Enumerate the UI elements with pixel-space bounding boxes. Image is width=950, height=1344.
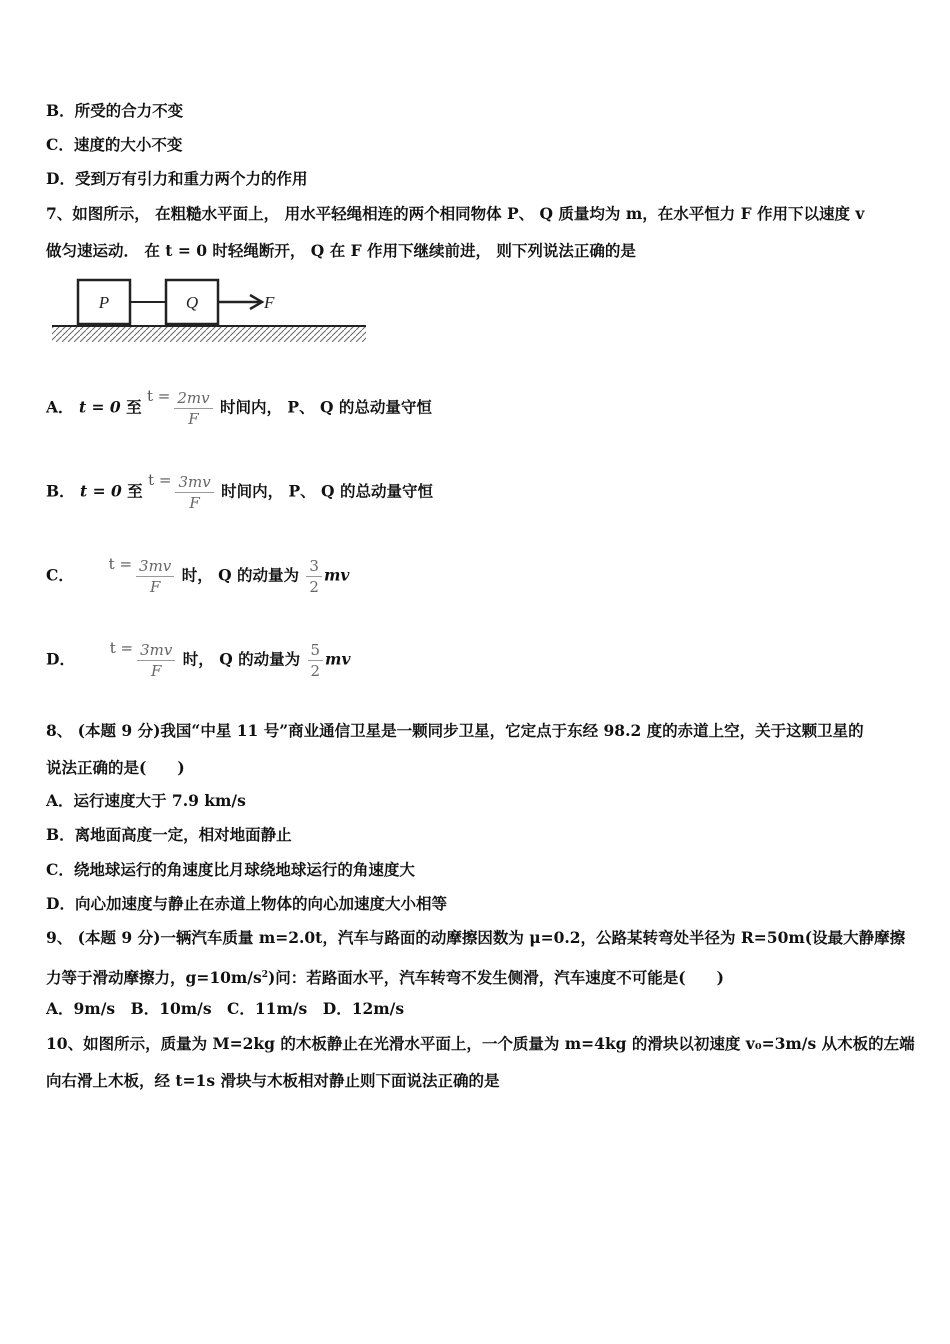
numerator: 3mv — [136, 556, 174, 577]
numerator: 5 — [308, 640, 324, 661]
q6-option-b: B．所受的合力不变 — [46, 101, 184, 120]
q6-option-c: C．速度的大小不变 — [46, 135, 183, 154]
fraction — [175, 472, 213, 513]
numerator: 3mv — [137, 640, 175, 661]
q9-line2-a: 力等于滑动摩擦力，g=10m/s — [46, 968, 262, 988]
option-prefix: C． — [46, 565, 74, 585]
block-q-label: Q — [185, 293, 199, 312]
q7-option-d — [46, 640, 350, 681]
q10-stem-line2: 向右滑上木板，经 t=1s 滑块与木板相对静止则下面说法正确的是 — [46, 1071, 500, 1090]
q8-option-a: A．运行速度大于 7.9 km/s — [46, 791, 246, 810]
fraction — [136, 556, 174, 597]
denominator: F — [188, 410, 199, 428]
zhi: 至 — [127, 481, 143, 501]
t-var: t = — [108, 554, 133, 573]
numerator: 3 — [306, 556, 322, 577]
t-zero: t = 0 — [78, 397, 121, 417]
q7-figure — [50, 270, 370, 352]
t-var: t = — [147, 386, 171, 405]
option-suffix: 时间内， P、 Q 的总动量守恒 — [220, 397, 432, 417]
denominator: 2 — [309, 578, 319, 596]
q9-line2-b: )问：若路面水平，汽车转弯不发生侧滑，汽车速度不可能是( ) — [267, 968, 724, 988]
q7-stem-line2: 做匀速运动． 在 t = 0 时轻绳断开， Q 在 F 作用下继续前进， 则下列说法正确的是 — [46, 241, 636, 260]
unit: mv — [323, 565, 350, 585]
q9-options: A．9m/s B．10m/s C．11m/s D．12m/s — [46, 999, 405, 1018]
block-p-label: P — [98, 293, 110, 312]
q9-superscript: 2 — [261, 970, 268, 980]
denominator: F — [151, 662, 162, 680]
fraction — [137, 640, 175, 681]
q9-stem-line1: 9、 (本题 9 分)一辆汽车质量 m=2.0t，汽车与路面的动摩擦因数为 μ=0.2，公路某转弯处半径为 R=50m(设最大静摩擦 — [46, 928, 906, 947]
q7-stem-line1: 7、如图所示， 在粗糙水平面上， 用水平轻绳相连的两个相同物体 P、 Q 质量均为 m，在水平恒力 F 作用下以速度 v — [46, 204, 865, 223]
numerator: 3mv — [175, 472, 213, 493]
option-mid: 时， Q 的动量为 — [182, 649, 301, 669]
denominator: F — [189, 494, 200, 512]
force-label: F — [264, 293, 275, 312]
option-prefix: D． — [46, 649, 75, 669]
q9-stem-line2 — [46, 965, 724, 988]
q7-option-c — [46, 556, 349, 597]
option-mid: 时， Q 的动量为 — [181, 565, 299, 585]
coef-fraction — [306, 556, 322, 597]
coef-fraction — [308, 640, 324, 681]
zhi: 至 — [126, 397, 142, 417]
denominator: F — [149, 578, 161, 596]
numerator: 2mv — [174, 388, 212, 409]
q8-option-b: B．离地面高度一定，相对地面静止 — [46, 825, 292, 844]
t-zero: t = 0 — [80, 481, 122, 501]
unit: mv — [325, 649, 351, 669]
q7-option-b — [46, 472, 433, 513]
q10-stem-line1: 10、如图所示，质量为 M=2kg 的木板静止在光滑水平面上，一个质量为 m=4kg 的滑块以初速度 v₀=3m/s 从木板的左端 — [46, 1034, 915, 1053]
q8-stem-line1: 8、 (本题 9 分)我国“中星 11 号”商业通信卫星是一颗同步卫星，它定点于东经 98.2 度的赤道上空，关于这颗卫星的 — [46, 721, 864, 740]
q8-option-d: D．向心加速度与静止在赤道上物体的向心加速度大小相等 — [46, 894, 447, 913]
option-suffix: 时间内， P、 Q 的总动量守恒 — [221, 481, 433, 501]
t-var: t = — [148, 470, 172, 489]
q8-option-c: C．绕地球运行的角速度比月球绕地球运行的角速度大 — [46, 860, 415, 879]
option-prefix: A． — [46, 397, 74, 417]
ground-hatch — [52, 326, 366, 342]
q6-option-d: D．受到万有引力和重力两个力的作用 — [46, 169, 308, 188]
denominator: 2 — [310, 662, 321, 680]
q8-stem-line2: 说法正确的是( ) — [46, 758, 185, 777]
t-var: t = — [109, 638, 134, 657]
option-prefix: B． — [46, 481, 75, 501]
fraction — [174, 388, 212, 429]
q7-option-a — [46, 388, 432, 429]
